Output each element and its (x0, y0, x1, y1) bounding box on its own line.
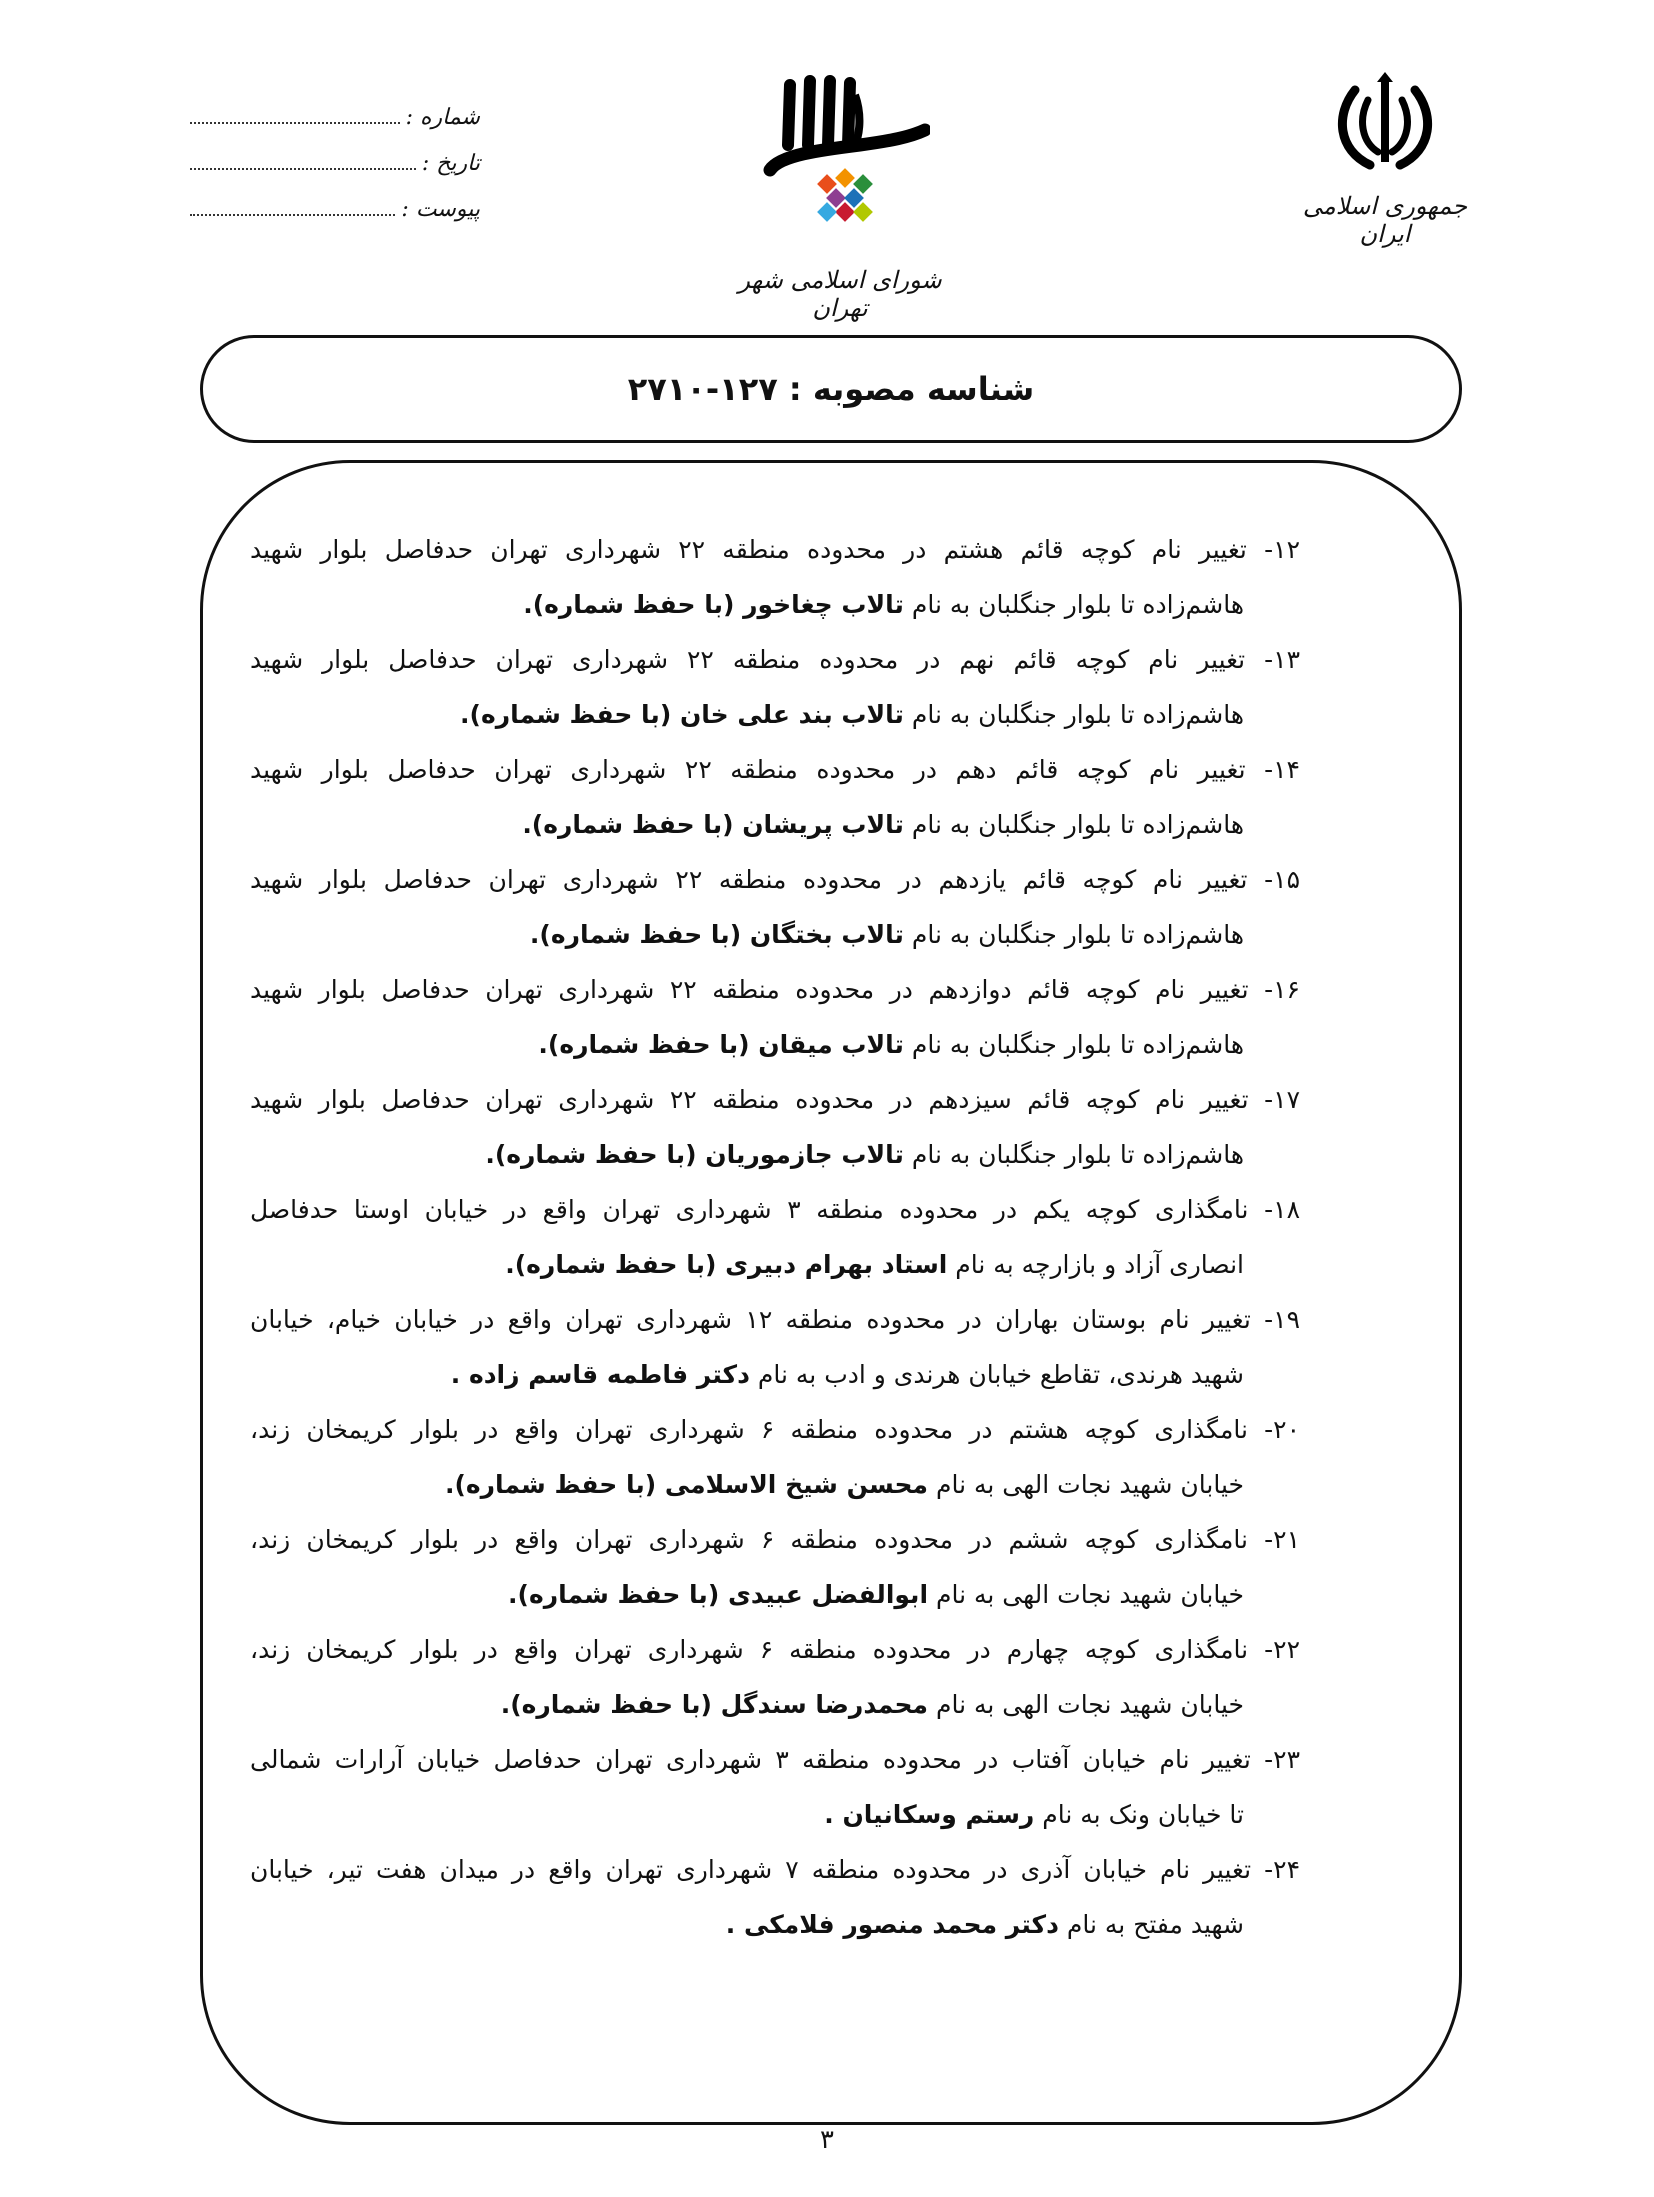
resolution-item (250, 1512, 1300, 1622)
meta-number-row (190, 105, 480, 151)
item-line-2 (250, 1677, 1300, 1732)
item-new-name: تالاب بختگان (با حفظ شماره). (529, 920, 904, 949)
item-text: تغییر نام کوچه قائم دهم در محدوده منطقه ۲۲ شهرداری تهران حدفاصل بلوار شهید (250, 755, 1246, 784)
resolution-item (250, 1622, 1300, 1732)
iran-emblem-icon (1330, 70, 1440, 180)
item-text-continued: خیابان شهید نجات الهی به نام (928, 1470, 1244, 1499)
item-line-1 (250, 1622, 1300, 1677)
meta-date-blank (190, 167, 416, 170)
item-new-name: تالاب میقان (با حفظ شماره). (538, 1030, 904, 1059)
item-new-name: تالاب جازموریان (با حفظ شماره). (485, 1140, 904, 1169)
item-line-1 (250, 852, 1300, 907)
resolution-id-box (200, 335, 1462, 443)
item-line-2 (250, 687, 1300, 742)
item-line-2 (250, 1897, 1300, 1952)
council-caption: شورای اسلامی شهر تهران (738, 266, 942, 322)
city-council-logo-icon (750, 75, 930, 260)
item-line-2 (250, 797, 1300, 852)
item-text-continued: هاشم‌زاده تا بلوار جنگلبان به نام (903, 920, 1244, 949)
resolution-item (250, 1732, 1300, 1842)
item-new-name: استاد بهرام دبیری (با حفظ شماره). (505, 1250, 948, 1279)
item-line-1 (250, 1182, 1300, 1237)
item-number: ۱۴- (1264, 755, 1300, 784)
item-text: تغییر نام کوچه قائم سیزدهم در محدوده منطقه ۲۲ شهرداری تهران حدفاصل بلوار شهید (250, 1085, 1249, 1114)
item-line-1 (250, 1732, 1300, 1787)
item-line-2 (250, 1457, 1300, 1512)
item-number: ۱۹- (1264, 1305, 1300, 1334)
item-line-2 (250, 1017, 1300, 1072)
item-text: تغییر نام کوچه قائم یازدهم در محدوده منطقه ۲۲ شهرداری تهران حدفاصل بلوار شهید (250, 865, 1248, 894)
item-number: ۲۴- (1264, 1855, 1300, 1884)
item-new-name: تالاب چغاخور (با حفظ شماره). (523, 590, 904, 619)
meta-date-label: تاریخ : (421, 151, 480, 176)
meta-date-row (190, 151, 480, 197)
item-number: ۱۷- (1264, 1085, 1300, 1114)
item-text: نامگذاری کوچه یکم در محدوده منطقه ۳ شهرداری تهران واقع در خیابان اوستا حدفاصل (250, 1195, 1249, 1224)
item-text: تغییر نام کوچه قائم نهم در محدوده منطقه ۲۲ شهرداری تهران حدفاصل بلوار شهید (250, 645, 1246, 674)
resolution-item (250, 962, 1300, 1072)
item-text-continued: خیابان شهید نجات الهی به نام (928, 1690, 1244, 1719)
item-number: ۱۶- (1264, 975, 1300, 1004)
resolution-item (250, 742, 1300, 852)
item-new-name: ابوالفضل عبیدی (با حفظ شماره). (508, 1580, 929, 1609)
item-new-name: محسن شیخ الاسلامی (با حفظ شماره). (444, 1470, 929, 1499)
item-text-continued: انصاری آزاد و بازارچه به نام (947, 1250, 1244, 1279)
iran-emblem-block (1290, 70, 1480, 280)
item-new-name: تالاب پریشان (با حفظ شماره). (522, 810, 904, 839)
item-text-continued: هاشم‌زاده تا بلوار جنگلبان به نام (903, 590, 1244, 619)
item-line-1 (250, 632, 1300, 687)
item-line-1 (250, 962, 1300, 1017)
meta-number-label: شماره : (405, 105, 480, 130)
item-line-2 (250, 1347, 1300, 1402)
item-new-name: دکتر محمد منصور فلامکی . (725, 1910, 1059, 1939)
item-text: نامگذاری کوچه هشتم در محدوده منطقه ۶ شهرداری تهران واقع در بلوار کریمخان زند، (250, 1415, 1248, 1444)
item-line-1 (250, 1842, 1300, 1897)
item-number: ۲۳- (1264, 1745, 1300, 1774)
item-text: نامگذاری کوچه چهارم در محدوده منطقه ۶ شهرداری تهران واقع در بلوار کریمخان زند، (250, 1635, 1249, 1664)
resolution-id: شناسه مصوبه : ۱۲۷-۲۷۱۰ (627, 370, 1035, 408)
item-text: تغییر نام خیابان آذری در محدوده منطقه ۷ شهرداری تهران واقع در میدان هفت تیر، خیابان (250, 1855, 1252, 1884)
resolution-items (250, 522, 1300, 1952)
resolution-item (250, 1072, 1300, 1182)
item-new-name: تالاب بند علی خان (با حفظ شماره). (460, 700, 904, 729)
item-new-name: دکتر فاطمه قاسم زاده . (450, 1360, 750, 1389)
letter-meta-fields (190, 105, 480, 243)
item-text: تغییر نام بوستان بهاران در محدوده منطقه ۱۲ شهرداری تهران واقع در خیابان خیام، خیابان (250, 1305, 1251, 1334)
item-number: ۱۳- (1264, 645, 1300, 674)
meta-attachment-label: پیوست : (401, 197, 480, 222)
item-new-name: محمدرضا سندگل (با حفظ شماره). (500, 1690, 929, 1719)
item-line-1 (250, 522, 1300, 577)
item-number: ۱۵- (1264, 865, 1300, 894)
resolution-item (250, 632, 1300, 742)
item-number: ۱۲- (1264, 535, 1300, 564)
item-line-2 (250, 1237, 1300, 1292)
item-line-1 (250, 1292, 1300, 1347)
emblem-caption: جمهوری اسلامی ایران (1302, 192, 1468, 248)
meta-attachment-blank (190, 213, 395, 216)
item-text-continued: خیابان شهید نجات الهی به نام (928, 1580, 1244, 1609)
item-new-name: رستم وسکانیان . (824, 1800, 1035, 1829)
item-text-continued: هاشم‌زاده تا بلوار جنگلبان به نام (903, 700, 1244, 729)
resolution-item (250, 1842, 1300, 1952)
meta-number-blank (190, 121, 400, 124)
item-text: نامگذاری کوچه ششم در محدوده منطقه ۶ شهرداری تهران واقع در بلوار کریمخان زند، (250, 1525, 1248, 1554)
city-council-logo-block (710, 75, 970, 320)
item-text-continued: تا خیابان ونک به نام (1034, 1800, 1244, 1829)
resolution-item (250, 1292, 1300, 1402)
item-line-2 (250, 1127, 1300, 1182)
page-number: ۳ (820, 2125, 834, 2155)
item-text-continued: هاشم‌زاده تا بلوار جنگلبان به نام (903, 810, 1244, 839)
resolution-item (250, 852, 1300, 962)
item-number: ۲۰- (1264, 1415, 1300, 1444)
item-line-1 (250, 742, 1300, 797)
item-number: ۲۲- (1264, 1635, 1300, 1664)
item-number: ۲۱- (1264, 1525, 1300, 1554)
item-line-1 (250, 1512, 1300, 1567)
item-number: ۱۸- (1264, 1195, 1300, 1224)
item-line-2 (250, 1787, 1300, 1842)
item-line-1 (250, 1072, 1300, 1127)
item-text-continued: هاشم‌زاده تا بلوار جنگلبان به نام (903, 1030, 1244, 1059)
meta-attachment-row (190, 197, 480, 243)
item-text: تغییر نام کوچه قائم دوازدهم در محدوده منطقه ۲۲ شهرداری تهران حدفاصل بلوار شهید (250, 975, 1249, 1004)
item-text: تغییر نام خیابان آفتاب در محدوده منطقه ۳ شهرداری تهران حدفاصل خیابان آرارات شمالی (250, 1745, 1251, 1774)
item-text-continued: شهید هرندی، تقاطع خیابان هرندی و ادب به نام (749, 1360, 1244, 1389)
item-text-continued: هاشم‌زاده تا بلوار جنگلبان به نام (903, 1140, 1244, 1169)
item-line-2 (250, 1567, 1300, 1622)
item-text-continued: شهید مفتح به نام (1058, 1910, 1244, 1939)
resolution-item (250, 1182, 1300, 1292)
item-line-1 (250, 1402, 1300, 1457)
item-line-2 (250, 907, 1300, 962)
resolution-item (250, 522, 1300, 632)
resolution-item (250, 1402, 1300, 1512)
item-line-2 (250, 577, 1300, 632)
item-text: تغییر نام کوچه قائم هشتم در محدوده منطقه ۲۲ شهرداری تهران حدفاصل بلوار شهید (250, 535, 1247, 564)
